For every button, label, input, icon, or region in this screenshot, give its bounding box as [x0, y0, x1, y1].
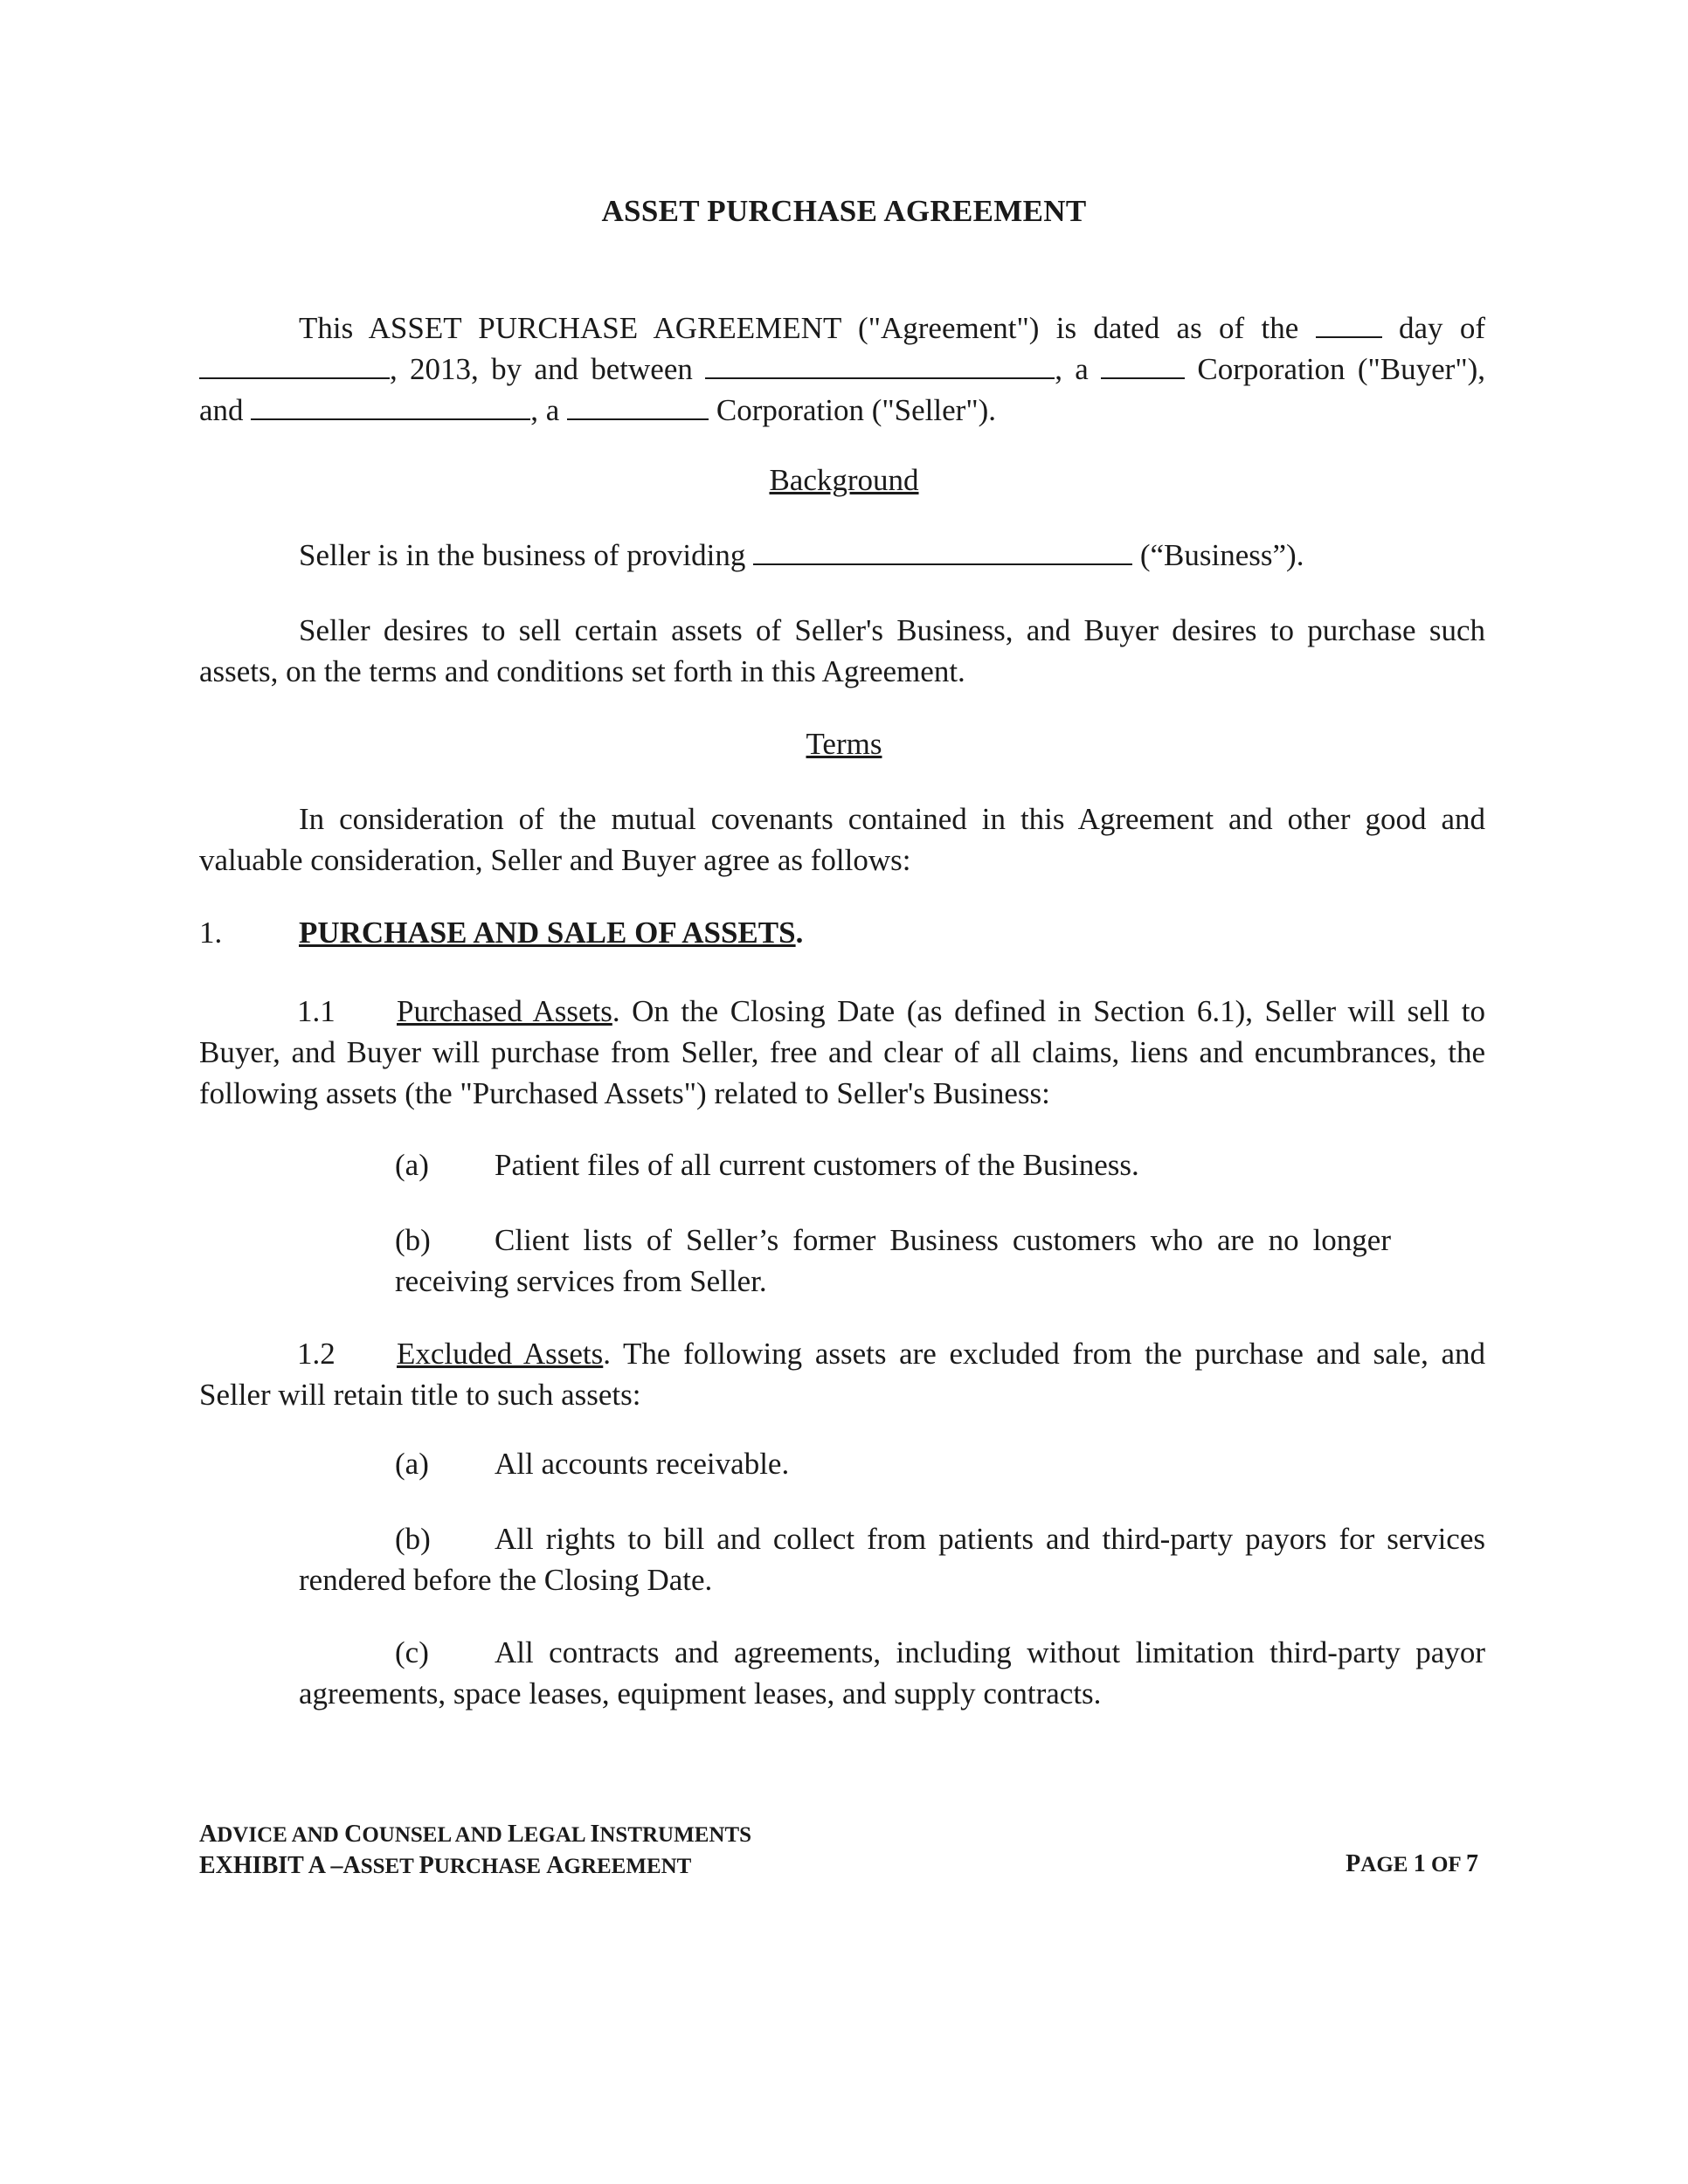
section-1-2-item-b: (b) All rights to bill and collect from patients and third-party payors for services rendered before the Closing Date. — [299, 1522, 1485, 1597]
section-1-1-paragraph: 1.1 Purchased Assets. On the Closing Date (as defined in Section 6.1), Seller will sell to Buyer, and Buyer will purchase from Seller, free and clear of all claims, liens and encumbrances, the following assets (the "Purchased Assets") related to Seller's Business: — [199, 994, 1485, 1110]
section-1-1-item-a: (a) Patient files of all current customers of the Business. — [395, 1148, 1139, 1182]
seller-name-blank — [251, 391, 530, 421]
background-paragraph-2: Seller desires to sell certain assets of Seller's Business, and Buyer desires to purchase such assets, on the terms and conditions set forth in this Agreement. — [199, 613, 1485, 688]
section-1-2-item-a: (a) All accounts receivable. — [395, 1447, 790, 1481]
seller-state-blank — [567, 391, 709, 421]
section-1-1-heading: Purchased Assets — [397, 994, 612, 1028]
footer-firm-line: ADVICE AND COUNSEL AND LEGAL INSTRUMENTS — [199, 1821, 752, 1848]
section-1-1-item-b: (b) Client lists of Seller’s former Business customers who are no longer receiving services from Seller. — [395, 1223, 1391, 1298]
intro-paragraph: This ASSET PURCHASE AGREEMENT ("Agreement") is dated as of the day of, 2013, by and between , a Corporation ("Buyer"), and , a Corporation ("Seller"). — [199, 308, 1485, 431]
terms-paragraph: In consideration of the mutual covenants contained in this Agreement and other good and valuable consideration, Seller and Buyer agree as follows: — [199, 802, 1485, 877]
section-1-title: PURCHASE AND SALE OF ASSETS. — [299, 916, 804, 950]
section-1-2-paragraph: 1.2 Excluded Assets. The following assets are excluded from the purchase and sale, and Seller will retain title to such assets: — [199, 1337, 1486, 1412]
buyer-name-blank — [705, 350, 1055, 380]
document-title: ASSET PURCHASE AGREEMENT — [601, 194, 1087, 228]
footer-page-number: PAGE 1 OF 7 — [1346, 1850, 1478, 1877]
section-1-2-item-c: (c) All contracts and agreements, including without limitation third-party payor agreements, space leases, equipment leases, and supply contracts. — [299, 1635, 1485, 1711]
terms-heading: Terms — [806, 727, 882, 761]
day-blank — [1316, 309, 1382, 339]
buyer-state-blank — [1101, 350, 1185, 380]
month-blank — [199, 350, 390, 380]
background-heading: Background — [769, 463, 919, 497]
background-paragraph-1: Seller is in the business of providing (“Business”). — [199, 535, 1485, 576]
section-1-number: 1. — [199, 916, 223, 950]
section-1-2-heading: Excluded Assets — [397, 1337, 604, 1371]
footer-exhibit-line: EXHIBIT A –ASSET PURCHASE AGREEMENT — [199, 1852, 692, 1879]
business-blank — [753, 536, 1132, 566]
